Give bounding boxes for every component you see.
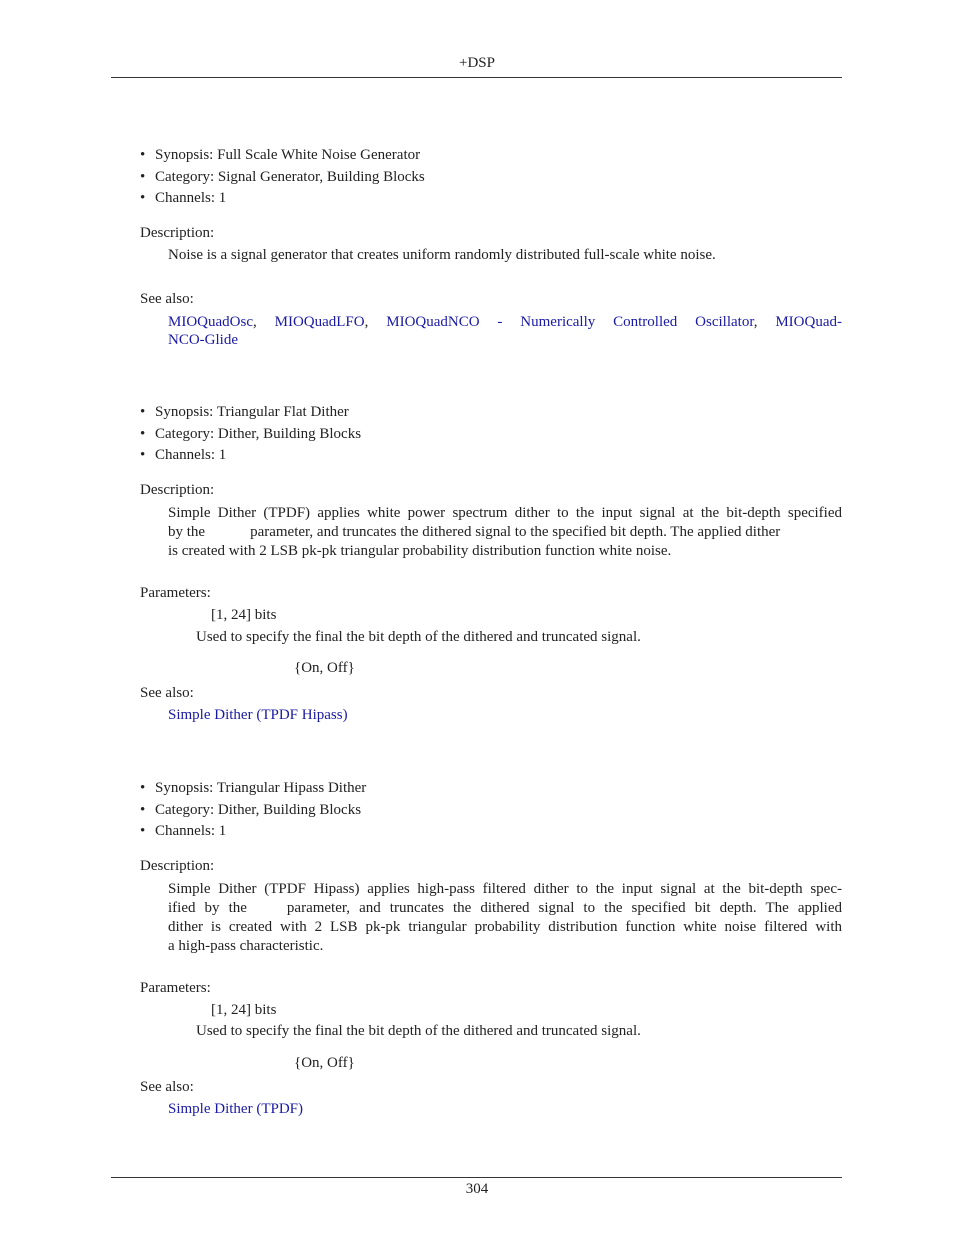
see-also-link[interactable]: MIOQuadLFO xyxy=(274,314,365,330)
description-label: Description: xyxy=(140,225,215,241)
tpdf-hipass-properties-list xyxy=(140,778,366,843)
page-number: 304 xyxy=(465,1181,489,1197)
description-label: Description: xyxy=(140,482,215,498)
list-item: • Channels: 1 xyxy=(140,188,425,210)
parameter-range: [1, 24] bits xyxy=(211,1002,277,1018)
see-also-links: MIOQuadOsc, MIOQuadLFO, MIOQuadNCO - Numerically Controlled Oscillator, MIOQuad- NCO-Glide xyxy=(168,314,842,348)
description-label: Description: xyxy=(140,858,215,874)
parameter-description: Used to specify the final the bit depth of the dithered and truncated signal. xyxy=(196,629,641,645)
parameters-label: Parameters: xyxy=(140,980,211,996)
description-text: Noise is a signal generator that creates uniform randomly distributed full-scale white noise. xyxy=(168,247,716,263)
see-also-link[interactable]: Simple Dither (TPDF) xyxy=(168,1101,303,1117)
list-item: • Channels: 1 xyxy=(140,445,361,467)
list-item: • Category: Signal Generator, Building Blocks xyxy=(140,167,425,189)
list-item: • Synopsis: Full Scale White Noise Generator xyxy=(140,145,425,167)
list-item: • Channels: 1 xyxy=(140,821,366,843)
list-item: • Category: Dither, Building Blocks xyxy=(140,424,361,446)
see-also-link-part-1[interactable]: MIOQuad- xyxy=(775,314,842,330)
see-also-link[interactable]: MIOQuadOsc xyxy=(168,314,253,330)
list-item: • Category: Dither, Building Blocks xyxy=(140,800,366,822)
list-item: • Synopsis: Triangular Flat Dither xyxy=(140,402,361,424)
list-item: • Synopsis: Triangular Hipass Dither xyxy=(140,778,366,800)
description-text: Simple Dither (TPDF) applies white power spectrum dither to the input signal at the bit-depth specified by the parameter, and truncates the dithered signal to the specified bit depth. The applied dither is created with 2 LSB pk-pk triangular probability distribution function white noise. xyxy=(168,505,842,559)
description-text: Simple Dither (TPDF Hipass) applies high-pass filtered dither to the input signal at the bit-depth spec- ified by the parameter, and truncates the dithered signal to the specified bit depth. The applied dither is created with 2 LSB pk-pk triangular probability distribution function white noise filtered with a high-pass characteristic. xyxy=(168,881,842,954)
see-also-links xyxy=(168,707,348,724)
parameters-label: Parameters: xyxy=(140,585,211,601)
tpdf-properties-list xyxy=(140,402,361,467)
header-rule xyxy=(111,77,842,78)
footer-rule xyxy=(111,1177,842,1178)
see-also-label: See also: xyxy=(140,1079,194,1095)
noise-properties-list xyxy=(140,145,425,210)
parameter-range: [1, 24] bits xyxy=(211,607,277,623)
see-also-link[interactable]: Simple Dither (TPDF Hipass) xyxy=(168,707,348,723)
see-also-link-part-2[interactable]: NCO-Glide xyxy=(168,332,238,348)
see-also-links xyxy=(168,1101,303,1118)
running-header: +DSP xyxy=(459,55,495,71)
see-also-label: See also: xyxy=(140,291,194,307)
parameter-description: Used to specify the final the bit depth of the dithered and truncated signal. xyxy=(196,1023,641,1039)
see-also-link[interactable]: MIOQuadNCO - Numerically Controlled Oscillator xyxy=(386,314,754,330)
parameter-options: {On, Off} xyxy=(294,1055,355,1071)
see-also-label: See also: xyxy=(140,685,194,701)
parameter-options: {On, Off} xyxy=(294,660,355,676)
